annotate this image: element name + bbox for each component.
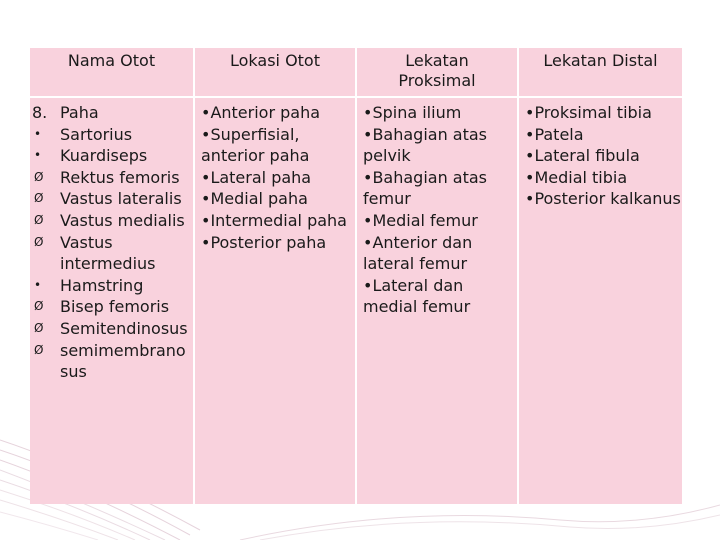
list-item: Ø Vastus medialis	[34, 210, 185, 230]
list-item: Ø Semitendinosus	[34, 318, 188, 338]
list-item: •Spina ilium	[363, 103, 462, 122]
list-item: •Medial femur	[363, 210, 478, 230]
muscle-table	[30, 48, 681, 504]
list-item: •Bahagian atas pelvik	[363, 124, 488, 166]
list-item: •Medial tibia	[525, 167, 628, 187]
cell-lekatan-proksimal	[357, 98, 517, 504]
cell-lekatan-distal	[519, 98, 682, 504]
header-lekatan-distal: Lekatan Distal	[519, 48, 682, 96]
list-item: Ø Vastus intermedius	[34, 232, 156, 274]
list-item: •Medial paha	[201, 189, 308, 209]
list-item: 8. Paha	[32, 103, 99, 122]
list-item: •Superfisial, anterior paha	[201, 124, 310, 166]
list-item: •Intermedial paha	[201, 210, 347, 230]
header-lokasi-otot: Lokasi Otot	[195, 48, 355, 96]
list-item: •Posterior kalkanus	[525, 189, 681, 209]
list-item: •Lateral dan medial femur	[363, 275, 471, 317]
muscle-list	[32, 102, 193, 383]
list-item: •Patela	[525, 124, 584, 144]
header-nama-otot: Nama Otot	[30, 48, 193, 96]
list-item: •Bahagian atas femur	[363, 167, 488, 209]
list-item: • Sartorius	[34, 124, 133, 144]
distal-list	[525, 102, 682, 210]
list-item: •Anterior paha	[201, 103, 321, 122]
header-lekatan-proksimal: Lekatan Proksimal	[357, 48, 517, 96]
list-item: Ø semimembranosus	[34, 340, 186, 382]
cell-lokasi-otot	[195, 98, 355, 504]
proximal-list	[363, 102, 517, 318]
list-item: Ø Rektus femoris	[34, 167, 180, 187]
list-item: Ø Vastus lateralis	[34, 189, 182, 209]
list-item: •Posterior paha	[201, 232, 327, 252]
list-item: •Proksimal tibia	[525, 103, 652, 122]
list-item: •Anterior dan lateral femur	[363, 232, 473, 274]
location-list	[201, 102, 355, 253]
list-item: •Lateral fibula	[525, 146, 640, 166]
cell-nama-otot	[30, 98, 193, 504]
list-item: Ø Bisep femoris	[34, 297, 170, 317]
list-item: •Lateral paha	[201, 167, 312, 187]
list-item: • Kuardiseps	[34, 146, 148, 166]
list-item: • Hamstring	[34, 275, 144, 295]
